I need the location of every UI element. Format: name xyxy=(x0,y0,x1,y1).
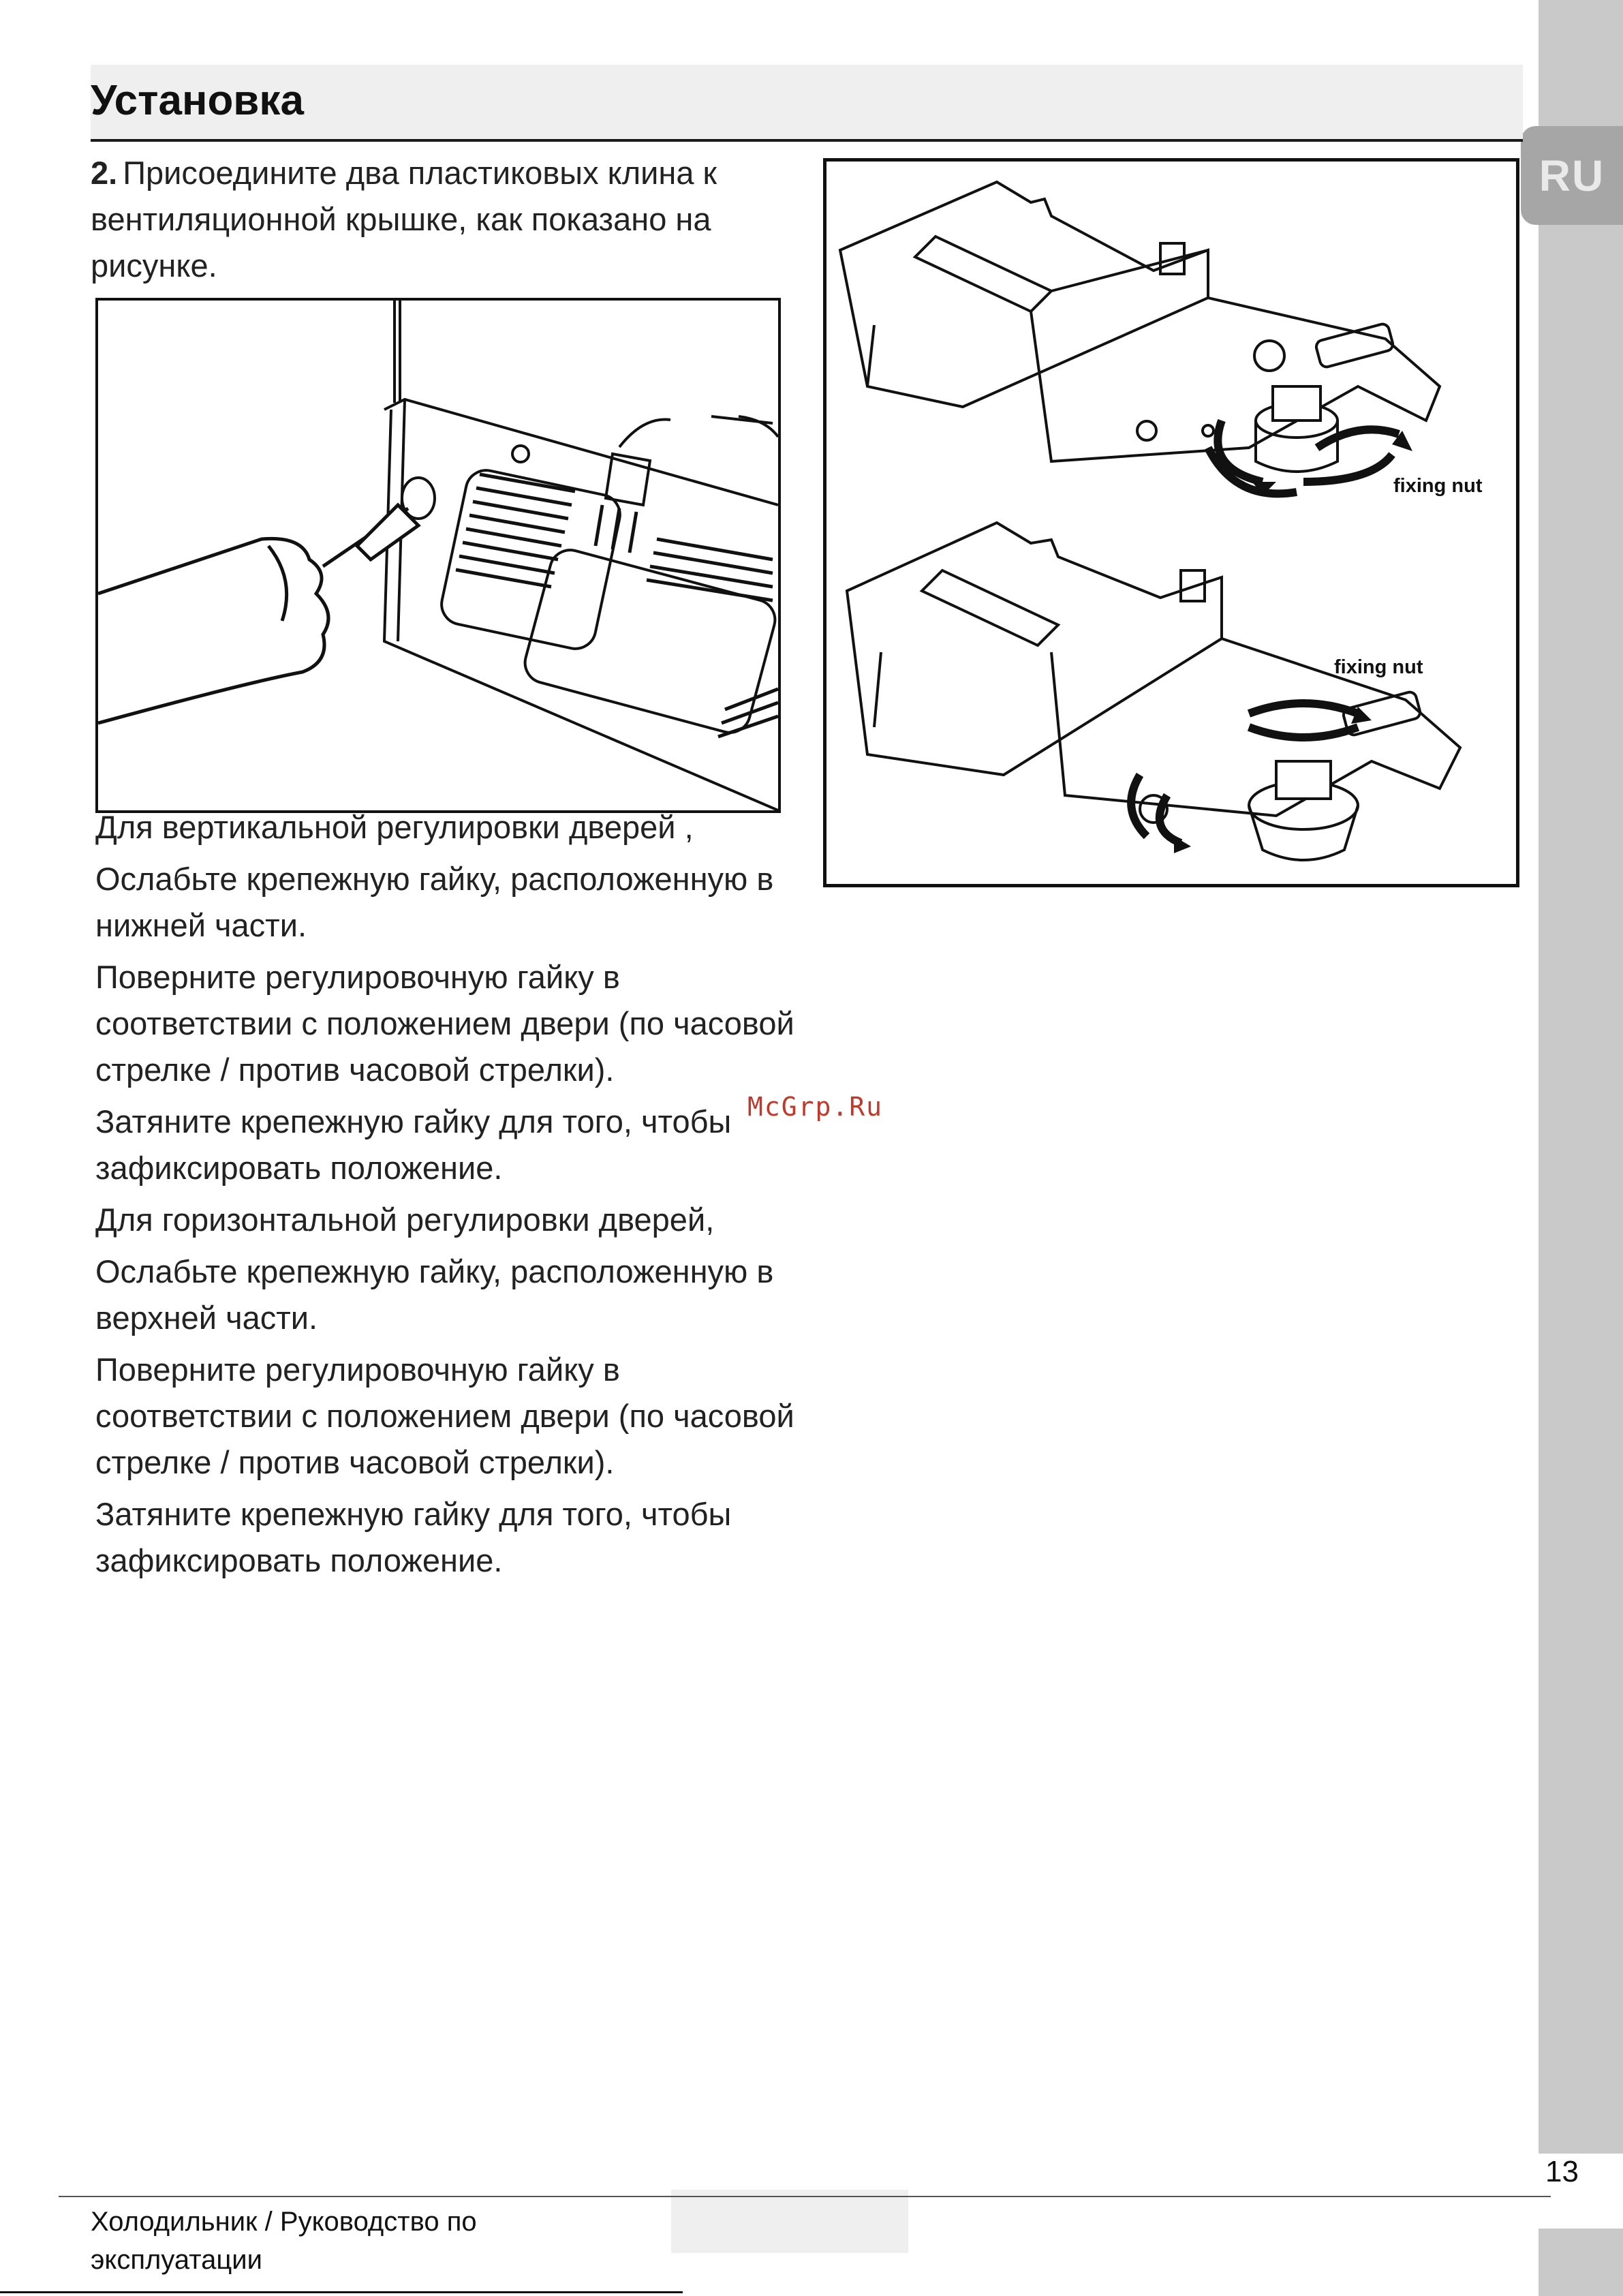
fixing-nut-label-bottom: fixing nut xyxy=(1334,656,1423,678)
page-title: Установка xyxy=(91,77,304,124)
footer-box xyxy=(671,2190,908,2253)
intro-paragraph xyxy=(91,150,772,289)
step-item: Ослабьте крепежную гайку, расположенную в нижней части. xyxy=(95,861,774,943)
step-number: 2. xyxy=(91,155,118,191)
side-band xyxy=(1539,0,1623,2154)
vent-cover-illustration xyxy=(95,298,781,813)
step-item: Поверните регулировочную гайку в соответствии с положением двери (по часовой стрелке / против часовой стрелки). xyxy=(95,959,794,1088)
side-band-bottom xyxy=(1539,2229,1623,2296)
footer-bottom-divider xyxy=(0,2291,683,2293)
vent-cover-drawing xyxy=(98,301,778,810)
step-item: Для горизонтальной регулировки дверей, xyxy=(95,1201,715,1238)
footer-text: Холодильник / Руководство по эксплуатации xyxy=(91,2207,477,2275)
step-item: Поверните регулировочную гайку в соответствии с положением двери (по часовой стрелке / против часовой стрелки). xyxy=(95,1351,794,1480)
intro-text: Присоедините два пластиковых клина к вентиляционной крышке, как показано на рисунке. xyxy=(91,155,717,284)
step-item: Затяните крепежную гайку для того, чтобы зафиксировать положение. xyxy=(95,1103,732,1186)
page-number: 13 xyxy=(1545,2155,1579,2188)
step-item: Ослабьте крепежную гайку, расположенную в верхней части. xyxy=(95,1253,774,1336)
header-band xyxy=(91,65,1523,140)
adjustment-steps xyxy=(95,804,818,1589)
watermark: McGrp.Ru xyxy=(747,1092,884,1122)
hinge-drawing xyxy=(826,162,1516,884)
footer-divider xyxy=(59,2196,1551,2197)
language-tab: RU xyxy=(1521,126,1623,225)
fixing-nut-label-top: fixing nut xyxy=(1393,475,1483,497)
hinge-adjustment-illustration xyxy=(823,158,1519,887)
step-item: Для вертикальной регулировки дверей , xyxy=(95,809,694,845)
header-divider xyxy=(91,139,1523,142)
step-item: Затяните крепежную гайку для того, чтобы зафиксировать положение. xyxy=(95,1496,732,1578)
